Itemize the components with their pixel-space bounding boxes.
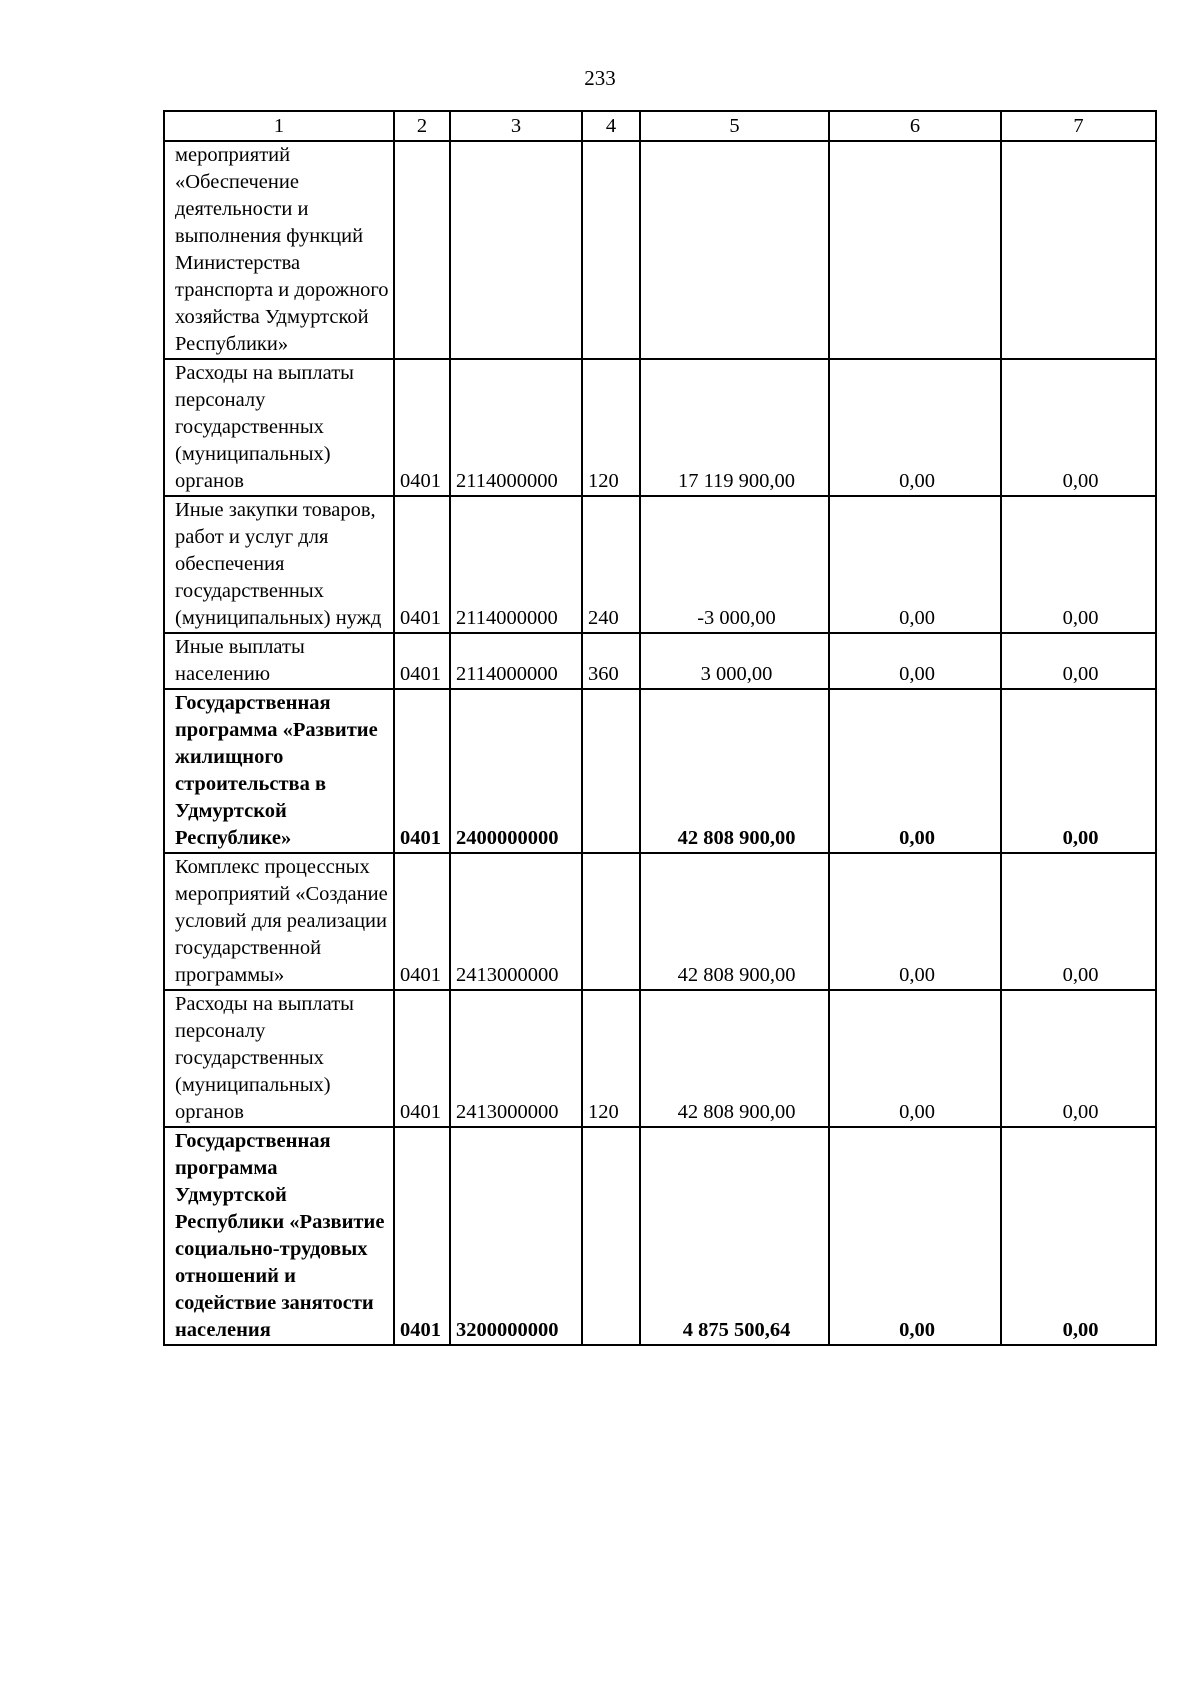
target-article-cell: 2413000000	[450, 990, 582, 1127]
table-row	[164, 990, 1156, 1127]
section-code-cell: 0401	[394, 359, 450, 496]
amount-col7-cell: 0,00	[1001, 990, 1156, 1127]
section-code-cell: 0401	[394, 1127, 450, 1345]
target-article-cell: 2114000000	[450, 496, 582, 633]
amount-col7-cell: 0,00	[1001, 633, 1156, 689]
amount-col6-cell: 0,00	[829, 359, 1001, 496]
table-row	[164, 359, 1156, 496]
amount-col6-cell: 0,00	[829, 990, 1001, 1127]
target-article-cell	[450, 141, 582, 359]
section-code-cell: 0401	[394, 496, 450, 633]
amount-col6-cell: 0,00	[829, 496, 1001, 633]
expense-type-cell: 120	[582, 359, 640, 496]
section-code-cell	[394, 141, 450, 359]
expense-type-cell	[582, 853, 640, 990]
row-name-cell: Иные закупки товаров, работ и услуг для обеспечения государственных (муниципальных) нужд	[164, 496, 394, 633]
row-name-cell: мероприятий «Обеспечение деятельности и выполнения функций Министерства транспорта и дорожного хозяйства Удмуртской Республики»	[164, 141, 394, 359]
target-article-cell: 3200000000	[450, 1127, 582, 1345]
amount-col7-cell	[1001, 141, 1156, 359]
row-name-cell: Государственная программа Удмуртской Республики «Развитие социально-трудовых отношений и содействие занятости населения	[164, 1127, 394, 1345]
amount-col6-cell	[829, 141, 1001, 359]
amount-col6-cell: 0,00	[829, 633, 1001, 689]
target-article-cell: 2114000000	[450, 633, 582, 689]
expense-type-cell: 240	[582, 496, 640, 633]
target-article-cell: 2114000000	[450, 359, 582, 496]
amount-cell: 3 000,00	[640, 633, 829, 689]
row-name-cell: Расходы на выплаты персоналу государственных (муниципальных) органов	[164, 359, 394, 496]
section-code-cell: 0401	[394, 633, 450, 689]
amount-col7-cell: 0,00	[1001, 496, 1156, 633]
section-code-cell: 0401	[394, 990, 450, 1127]
amount-cell	[640, 141, 829, 359]
amount-col6-cell: 0,00	[829, 853, 1001, 990]
row-name-cell: Государственная программа «Развитие жилищного строительства в Удмуртской Республике»	[164, 689, 394, 853]
section-code-cell: 0401	[394, 689, 450, 853]
table-row	[164, 633, 1156, 689]
amount-col6-cell: 0,00	[829, 1127, 1001, 1345]
column-header: 7	[1001, 111, 1156, 141]
table-row	[164, 1127, 1156, 1345]
budget-table	[163, 110, 1157, 1346]
target-article-cell: 2400000000	[450, 689, 582, 853]
table-row	[164, 689, 1156, 853]
amount-col7-cell: 0,00	[1001, 359, 1156, 496]
target-article-cell: 2413000000	[450, 853, 582, 990]
column-header: 2	[394, 111, 450, 141]
amount-cell: 4 875 500,64	[640, 1127, 829, 1345]
expense-type-cell	[582, 141, 640, 359]
amount-cell: 42 808 900,00	[640, 990, 829, 1127]
amount-col6-cell: 0,00	[829, 689, 1001, 853]
section-code-cell: 0401	[394, 853, 450, 990]
column-header: 3	[450, 111, 582, 141]
amount-col7-cell: 0,00	[1001, 689, 1156, 853]
table-row	[164, 853, 1156, 990]
expense-type-cell	[582, 1127, 640, 1345]
table-row	[164, 141, 1156, 359]
column-header: 5	[640, 111, 829, 141]
table-header-row	[164, 111, 1156, 141]
row-name-cell: Расходы на выплаты персоналу государственных (муниципальных) органов	[164, 990, 394, 1127]
amount-col7-cell: 0,00	[1001, 1127, 1156, 1345]
table-row	[164, 496, 1156, 633]
amount-cell: 42 808 900,00	[640, 853, 829, 990]
expense-type-cell	[582, 689, 640, 853]
row-name-cell: Комплекс процессных мероприятий «Создание условий для реализации государственной программы»	[164, 853, 394, 990]
amount-cell: 17 119 900,00	[640, 359, 829, 496]
column-header: 4	[582, 111, 640, 141]
row-name-cell: Иные выплаты населению	[164, 633, 394, 689]
amount-cell: -3 000,00	[640, 496, 829, 633]
amount-cell: 42 808 900,00	[640, 689, 829, 853]
expense-type-cell: 120	[582, 990, 640, 1127]
expense-type-cell: 360	[582, 633, 640, 689]
page-number: 233	[584, 66, 616, 90]
column-header: 6	[829, 111, 1001, 141]
amount-col7-cell: 0,00	[1001, 853, 1156, 990]
column-header: 1	[164, 111, 394, 141]
